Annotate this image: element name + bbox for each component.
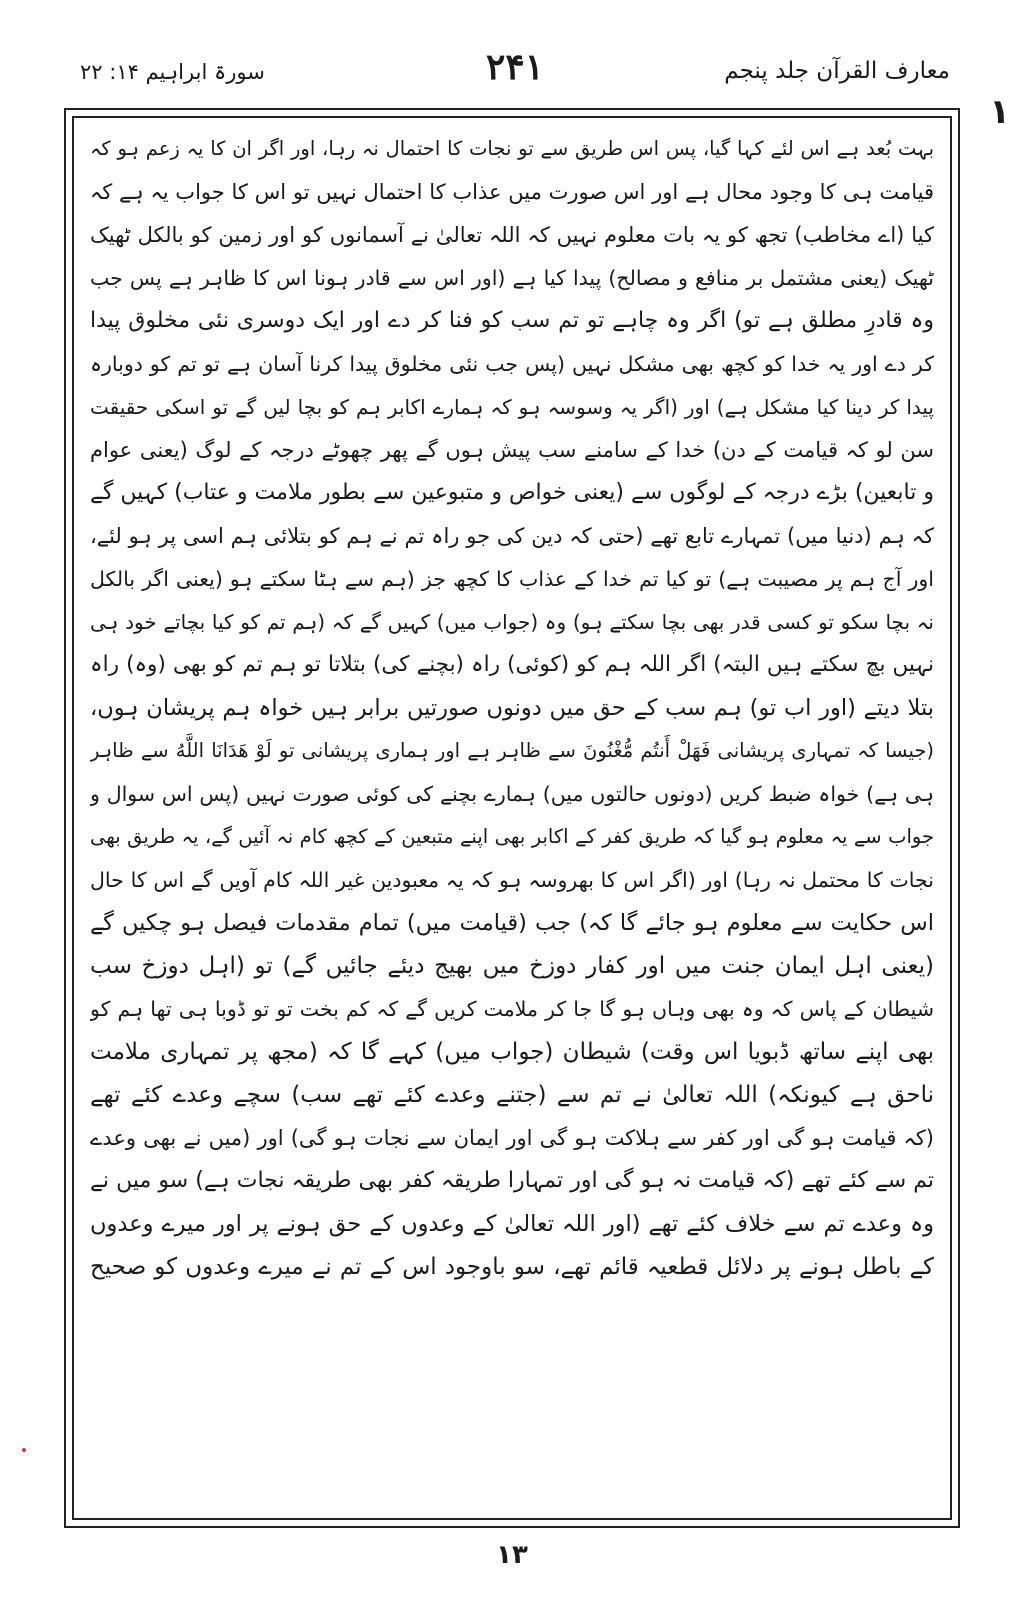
margin-mark: ۱	[989, 92, 1010, 132]
page-number: ۲۴۱	[485, 46, 544, 88]
text-line: کیا (اے مخاطب) تجھ کو یہ بات معلوم نہیں کہ اللہ تعالیٰ نے آسمانوں کو اور زمین کو بالکل ٹھیک	[90, 223, 934, 247]
red-dot	[22, 1448, 26, 1452]
text-line: نہیں بچ سکتے ہیں البتہ) اگر اللہ ہم کو (کوئی) راہ (بچنے کی) بتلاتا تو ہم تم کو بھی (وہ) راہ	[90, 652, 934, 677]
text-line: وہ قادرِ مطلق ہے تو) اگر وہ چاہے تو تم سب کو فنا کر دے اور ایک دوسری نئی مخلوق پیدا	[90, 308, 934, 333]
text-line: و تابعین) بڑے درجہ کے لوگوں سے (یعنی خواص و متبوعین سے بطور ملامت و عتاب) کہیں گے	[90, 480, 934, 505]
text-line: کر دے اور یہ خدا کو کچھ بھی مشکل نہیں (پس جب نئی مخلوق پیدا کرنا آسان ہے تو تم کو دوبارہ	[90, 352, 934, 376]
text-line: ناحق ہے کیونکہ) اللہ تعالیٰ نے تم سے (جتنے وعدے کئے تھے سب) سچے وعدے کئے تھے	[90, 1082, 934, 1108]
text-line: نجات کا محتمل نہ رہا) اور (اگر اس کا بھروسہ ہو کہ یہ معبودین غیر اللہ کام آویں گے اس کا حال	[90, 868, 934, 892]
page-header	[70, 42, 960, 102]
text-line: قیامت ہی کا وجود محال ہے اور اس صورت میں عذاب کا احتمال نہیں تو اس کا جواب یہ ہے کہ	[90, 180, 934, 204]
text-line: تم سے کئے تھے (کہ قیامت نہ ہو گی اور تمہارا طریقہ کفر بھی طریقہ نجات ہے) سو میں نے	[90, 1168, 934, 1193]
text-line: اور آج ہم پر مصیبت ہے) تو کیا تم خدا کے عذاب کا کچھ جز (ہم سے ہٹا سکتے ہو (یعنی اگر بالکل	[90, 567, 934, 591]
footer-marker: ۱۳	[496, 1540, 528, 1570]
text-line: ٹھیک (یعنی مشتمل بر منافع و مصالح) پیدا کیا ہے (اور اس سے قادر ہونا اس کا ظاہر ہے پس جب	[90, 266, 934, 290]
text-line: شیطان کے پاس کہ وہ بھی وہاں ہو گا جا کر ملامت کریں گے کہ کم بخت تو تو ڈوبا ہی تھا ہم کو	[90, 997, 934, 1021]
text-line: بہت بُعد ہے اس لئے کہا گیا، پس اس طریق سے تو نجات کا احتمال نہ رہا، اور اگر ان کا یہ زعم ہو کہ	[90, 137, 934, 160]
text-frame	[72, 116, 952, 1520]
surah-reference: سورۃ ابراہیم ۱۴: ۲۲	[80, 60, 265, 84]
text-line: پیدا کر دینا کیا مشکل ہے) اور (اگر یہ وسوسہ ہو کہ ہمارے اکابر ہم کو بچا لیں گے تو اسکی حقیقت	[90, 395, 934, 419]
text-line: بھی اپنے ساتھ ڈبویا اس وقت) شیطان (جواب میں) کہے گا کہ (مجھ پر تمہاری ملامت	[90, 1039, 934, 1065]
text-line: (جیسا کہ تمہاری پریشانی فَهَلْ أَنتُم مُّغْنُونَ سے ظاہر ہے اور ہماری پریشانی تو لَوْ هَدَانَا اللَّهُ سے ظاہر	[90, 739, 934, 762]
text-line: اس حکایت سے معلوم ہو جائے گا کہ) جب (قیامت میں) تمام مقدمات فیصل ہو چکیں گے	[90, 910, 934, 936]
text-line: کے باطل ہونے پر دلائل قطعیہ قائم تھے، سو باوجود اس کے تم نے میرے وعدوں کو صحیح	[90, 1254, 934, 1280]
text-line: وہ وعدے تم سے خلاف کئے تھے (اور اللہ تعالیٰ کے وعدوں کے حق ہونے پر اور میرے وعدوں	[90, 1211, 934, 1237]
text-line: (یعنی اہل ایمان جنت میں اور کفار دوزخ میں بھیج دیئے جائیں گے) تو (اہل دوزخ سب	[90, 953, 934, 979]
text-line: نہ بچا سکو تو کسی قدر بھی بچا سکتے ہو) وہ (جواب میں) کہیں گے کہ (ہم تم کو کیا بچاتے خود ہی	[90, 610, 934, 634]
body-text	[90, 128, 934, 1508]
text-line: (کہ قیامت ہو گی اور کفر سے ہلاکت ہو گی اور ایمان سے نجات ہو گی) اور (میں نے بھی وعدے	[90, 1126, 934, 1150]
text-line: جواب سے یہ معلوم ہو گیا کہ طریق کفر کے اکابر بھی اپنے متبعین کے کچھ کام نہ آئیں گے، یہ طریق بھی	[90, 825, 934, 848]
text-line: بتلا دیتے (اور اب تو) ہم سب کے حق میں دونوں صورتیں برابر ہیں خواہ ہم پریشان ہوں،	[90, 695, 934, 721]
book-title: معارف القرآن جلد پنجم	[724, 58, 950, 84]
text-line: کہ ہم (دنیا میں) تمہارے تابع تھے (حتی کہ دین کی جو راہ تم نے ہم کو بتلائی ہم اسی پر ہو لئے،	[90, 524, 934, 548]
text-line: ہی ہے) خواہ ضبط کریں (دونوں حالتوں میں) ہمارے بچنے کی کوئی صورت نہیں (پس اس سوال و	[90, 782, 934, 806]
text-line: سن لو کہ قیامت کے دن) خدا کے سامنے سب پیش ہوں گے پھر چھوٹے درجہ کے لوگ (یعنی عوام	[90, 438, 934, 462]
